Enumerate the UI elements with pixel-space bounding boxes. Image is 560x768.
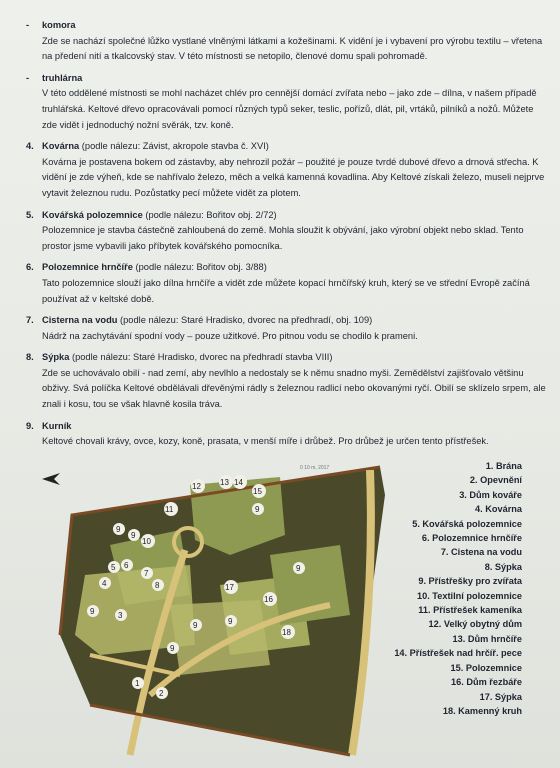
item-title: Cisterna na vodu	[42, 315, 118, 326]
legend-item: 12. Velký obytný dům	[428, 619, 522, 630]
field-patch	[170, 600, 270, 675]
item-source: (podle nálezu: Bořitov obj. 2/72)	[145, 209, 277, 220]
marker-label: 18	[282, 628, 291, 637]
legend-item: 10. Textilní polozemnice	[416, 590, 522, 601]
item-bullet: 4.	[26, 141, 34, 152]
item-bullet: -	[26, 20, 30, 30]
marker-label: 3	[118, 611, 123, 620]
item-text: Nádrž na zachytávání spodní vody – pouze užitkové. Pro pitnou vodu se chodilo k prameni.	[42, 330, 418, 341]
marker-label: 9	[170, 644, 175, 653]
marker-label: 9	[193, 621, 198, 630]
item-text: Tato polozemnice slouží jako dílna hrnčíře a vidět zde můžete kopací hrnčířský kruh, který se ve střední Evropě začíná používat až v keltské době.	[42, 277, 530, 304]
marker-label: 9	[228, 617, 233, 626]
list-item	[26, 208, 546, 255]
item-bullet: 7.	[26, 315, 34, 326]
item-bullet: 8.	[26, 352, 34, 363]
item-bullet: 6.	[26, 262, 34, 273]
marker-label: 9	[90, 607, 95, 616]
item-bullet: 9.	[26, 420, 34, 431]
list-item	[26, 419, 546, 450]
marker-label: 8	[155, 581, 160, 590]
legend-item: 14. Přístřešek nad hrčíř. pece	[394, 648, 522, 659]
legend-item: 9. Přístřešky pro zvířata	[418, 576, 522, 587]
item-source: (podle nálezu: Bořitov obj. 3/88)	[135, 262, 267, 273]
marker-label: 12	[192, 482, 201, 491]
marker-label: 7	[144, 569, 149, 578]
legend-item: 13. Dům hrnčíře	[452, 633, 522, 644]
legend-item: 7. Cistena na vodu	[440, 547, 522, 558]
item-title: Kurník	[42, 420, 72, 431]
legend-item: 6. Polozemnice hrnčíře	[421, 533, 522, 544]
marker-label: 9	[116, 525, 121, 534]
item-source: (podle nálezu: Staré Hradisko, dvorec na předhradí stavba VIII)	[72, 352, 333, 363]
item-bullet: 5.	[26, 209, 34, 220]
legend-item: 1. Brána	[485, 461, 522, 471]
marker-label: 14	[234, 478, 243, 487]
item-title: Kovárna	[42, 141, 80, 152]
item-text: Zde se uchovávalo obilí - nad zemí, aby nevlhlo a nedostaly se k němu snadno myši. Zemědělství zajišťovalo většinu obživy. Svá políčka Keltové obdělávali dřevěnými rádly s železnou radlicí nebo okovanými ryčí. Obilí se sklízelo srpem, ale znali i kosu, tou se však hlavně kosila tráva.	[42, 367, 546, 410]
legend-item: 8. Sýpka	[484, 561, 522, 572]
item-text: Zde se nachází společné lůžko vystlané vlněnými látkami a kožešinami. K vidění je i vybavení pro výrobu textilu – vřetena na předení nití a tkalcovský stav. V této místnosti se netopilo, členové domu spali pohromadě.	[42, 35, 543, 62]
list-item	[26, 260, 546, 307]
marker-label: 1	[135, 679, 140, 688]
legend-item: 16. Dům řezbáře	[451, 677, 522, 688]
map-legend	[352, 459, 522, 718]
item-title: Kovářská polozemnice	[42, 209, 143, 220]
marker-label: 15	[253, 487, 262, 496]
item-title: Sýpka	[42, 352, 70, 363]
legend-item: 5. Kovářská polozemnice	[412, 518, 522, 529]
list-item	[26, 18, 546, 65]
marker-label: 16	[264, 595, 273, 604]
legend-item: 17. Sýpka	[479, 691, 522, 702]
item-source: (podle nálezu: Závist, akropole stavba č. XVI)	[81, 141, 269, 152]
legend-item: 4. Kovárna	[475, 504, 522, 515]
item-text: Polozemnice je stavba částečně zahloubená do země. Mohla sloužit k obývání, jako výrobní objekt nebo sklad. Tento prostor jsme vybavili jako příbytek kovářského pomocníka.	[42, 225, 524, 251]
list-item	[26, 313, 546, 344]
marker-label: 2	[159, 689, 164, 698]
marker-label: 6	[124, 561, 129, 570]
item-text: Keltové chovali krávy, ovce, kozy, koně, prasata, v menší míře i drůbež. Pro drůbež je určen tento přístřešek.	[42, 436, 489, 447]
legend-item: 15. Polozemnice	[450, 662, 522, 673]
marker-label: 9	[255, 505, 260, 514]
item-text: Kovárna je postavena bokem od zástavby, aby nehrozil požár – použité je pouze tvrdé dubové dřevo a drnová střecha. K vidění je zde výheň, kde se nahřívalo železo, měch a velká kamenná kovadlina. Aby Keltové získali železo, museli nejprve vytavit železnou rudu. Pozůstatky pecí můžete vidět za plotem.	[42, 156, 545, 198]
marker-label: 5	[111, 563, 116, 572]
marker-label: 4	[102, 579, 107, 588]
site-map	[30, 455, 402, 768]
marker-label: 17	[225, 583, 234, 592]
north-arrow-icon	[42, 473, 60, 485]
marker-label: 10	[142, 537, 151, 546]
list-item	[26, 139, 546, 201]
site-description-list	[26, 18, 546, 456]
field-patch	[270, 545, 350, 625]
list-item	[26, 350, 546, 412]
legend-item: 3. Dům kováře	[459, 489, 522, 500]
list-item	[26, 71, 546, 133]
marker-label: 13	[220, 478, 229, 487]
site-map-graphic	[30, 455, 402, 768]
legend-item: 18. Kamenný kruh	[442, 705, 522, 716]
marker-label: 11	[165, 505, 174, 514]
legend-item: 2. Opevnění	[469, 475, 522, 486]
legend-item: 11. Přístřešek kameníka	[418, 605, 522, 616]
scale-label: 0 10 m, 2017	[300, 465, 330, 471]
item-title: truhlárna	[42, 72, 83, 83]
marker-label: 9	[131, 531, 136, 540]
item-title: komora	[42, 20, 76, 30]
item-source: (podle nálezu: Staré Hradisko, dvorec na předhradí, obj. 109)	[120, 315, 373, 326]
item-bullet: -	[26, 72, 30, 83]
marker-label: 9	[296, 564, 301, 573]
item-title: Polozemnice hrnčíře	[42, 262, 133, 273]
item-text: V této oddělené místnosti se mohl nacházet chlév pro cennější domácí zvířata nebo – jako zde – dílna, v našem případě truhlářská. Keltové dřevo opracovávali pomocí různých typů seker, teslic, pořízů, dlát, pil, vrtáků, pilníků a nožů. Můžete zde vidět i jednoduchý nožní svěrák, tzv. koně.	[42, 88, 537, 130]
